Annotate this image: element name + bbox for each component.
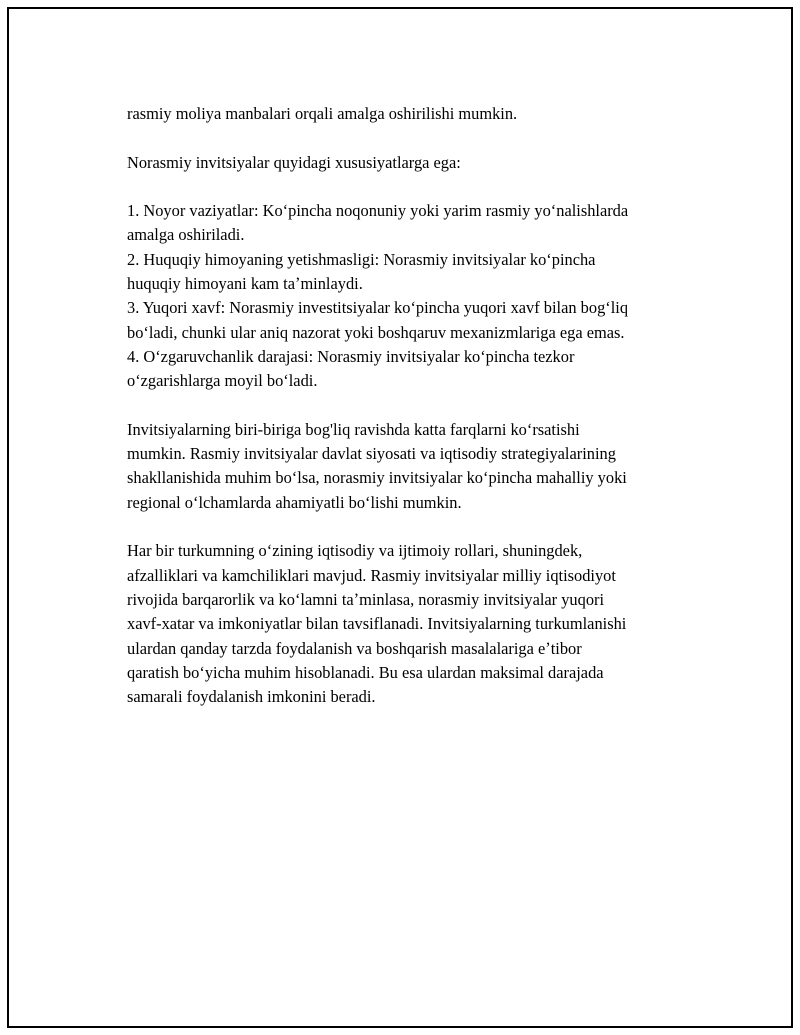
paragraph-2-line-4: regional oʻlchamlarda ahamiyatli boʻlishi mumkin. xyxy=(127,492,462,512)
paragraph-3-line-7: samarali foydalanish imkonini beradi. xyxy=(127,687,376,707)
paragraph-2-line-2: mumkin. Rasmiy invitsiyalar davlat siyosati va iqtisodiy strategiyalarining xyxy=(127,444,616,464)
features-list xyxy=(127,199,702,393)
page-frame xyxy=(7,7,793,1028)
paragraph-2-line-3: shakllanishida muhim boʻlsa, norasmiy invitsiyalar koʻpincha mahalliy yoki xyxy=(127,468,627,488)
paragraph-3-line-1: Har bir turkumning oʻzining iqtisodiy va ijtimoiy rollari, shuningdek, xyxy=(127,541,583,561)
paragraph-3-line-3: rivojida barqarorlik va koʻlamni taʼminlasa, norasmiy invitsiyalar yuqori xyxy=(127,589,605,609)
paragraph-3-line-4: xavf-xatar va imkoniyatlar bilan tavsiflanadi. Invitsiyalarning turkumlanishi xyxy=(127,614,627,634)
paragraph-3-line-2: afzalliklari va kamchiliklari mavjud. Rasmiy invitsiyalar milliy iqtisodiyot xyxy=(127,565,616,585)
list-item-2-line-2: huquqiy himoyani kam taʼminlaydi. xyxy=(127,274,363,294)
document-body xyxy=(127,102,702,734)
paragraph-conclusion xyxy=(127,539,702,709)
list-item-4-line-1: 4. Oʻzgaruvchanlik darajasi: Norasmiy invitsiyalar koʻpincha tezkor xyxy=(127,346,575,366)
list-item-2-line-1: 2. Huquqiy himoyaning yetishmasligi: Norasmiy invitsiyalar koʻpincha xyxy=(127,249,596,269)
paragraph-3-line-6: qaratish boʻyicha muhim hisoblanadi. Bu esa ulardan maksimal darajada xyxy=(127,662,604,682)
list-item-1-line-1: 1. Noyor vaziyatlar: Koʻpincha noqonuniy yoki yarim rasmiy yoʻnalishlarda xyxy=(127,201,629,221)
paragraph-2-line-1: Invitsiyalarning biri-biriga bog'liq ravishda katta farqlarni koʻrsatishi xyxy=(127,419,580,439)
list-item-1-line-2: amalga oshiriladi. xyxy=(127,225,245,245)
list-heading: Norasmiy invitsiyalar quyidagi xususiyatlarga ega: xyxy=(127,152,461,172)
list-item-3-line-1: 3. Yuqori xavf: Norasmiy investitsiyalar koʻpincha yuqori xavf bilan bogʻliq xyxy=(127,298,629,318)
list-item-4-line-2: oʻzgarishlarga moyil boʻladi. xyxy=(127,371,318,391)
list-item-3-line-2: boʻladi, chunki ular aniq nazorat yoki boshqaruv mexanizmlariga ega emas. xyxy=(127,322,625,342)
intro-line: rasmiy moliya manbalari orqali amalga oshirilishi mumkin. xyxy=(127,104,518,123)
paragraph-3-line-5: ulardan qanday tarzda foydalanish va boshqarish masalalariga eʼtibor xyxy=(127,638,582,658)
paragraph-comparison xyxy=(127,418,702,515)
